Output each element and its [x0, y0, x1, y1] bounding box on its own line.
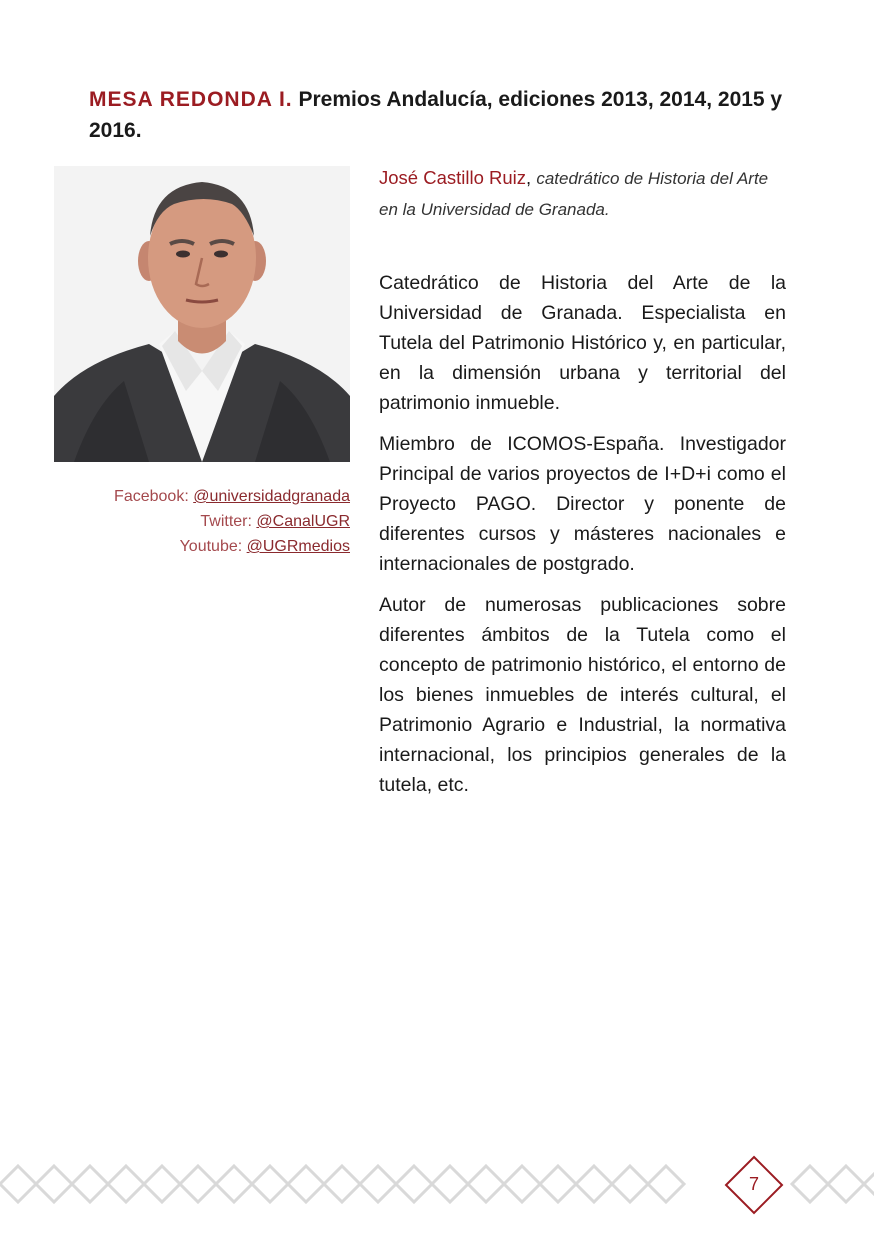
border-diamond — [216, 1166, 252, 1202]
bio-paragraph-1: Catedrático de Historia del Arte de la Universidad de Granada. Especialista en Tutela del Patrimonio Histórico y, en particular, en la dimensión urbana y territorial del patrimonio inmueble. — [379, 272, 786, 414]
speaker-portrait-illustration — [54, 166, 350, 462]
section-title: Premios Andalucía, ediciones 2013, 2014, 2015 y 2016. — [89, 88, 783, 142]
speaker-role: catedrático de Historia del Arte en la Universidad de Granada. — [379, 169, 769, 219]
border-diamond — [324, 1166, 360, 1202]
border-diamond — [648, 1166, 684, 1202]
section-heading — [89, 84, 789, 146]
border-diamond — [144, 1166, 180, 1202]
border-diamond — [180, 1166, 216, 1202]
border-diamond — [0, 1166, 36, 1202]
social-facebook-label: Facebook: — [114, 488, 194, 505]
speaker-heading — [379, 163, 786, 225]
border-diamond — [72, 1166, 108, 1202]
page-number: 7 — [748, 1174, 759, 1194]
border-diamond — [432, 1166, 468, 1202]
border-diamond — [540, 1166, 576, 1202]
border-diamond — [576, 1166, 612, 1202]
border-diamond — [36, 1166, 72, 1202]
border-diamond — [612, 1166, 648, 1202]
border-diamond — [252, 1166, 288, 1202]
social-facebook — [54, 484, 350, 509]
border-diamond — [504, 1166, 540, 1202]
border-diamond — [396, 1166, 432, 1202]
speaker-bio — [379, 163, 786, 800]
border-diamond — [360, 1166, 396, 1202]
border-diamond — [468, 1166, 504, 1202]
bio-paragraph-3: Autor de numerosas publicaciones sobre diferentes ámbitos de la Tutela como el concepto de patrimonio histórico, el entorno de los bienes inmuebles de interés cultural, el Patrimonio Agrario e Industrial, la normativa internacional, los principios generales de la tutela, etc. — [379, 594, 786, 796]
border-diamond — [792, 1166, 828, 1202]
speaker-name: José Castillo Ruiz — [379, 167, 527, 188]
social-links — [54, 484, 350, 559]
social-youtube — [54, 534, 350, 559]
social-twitter — [54, 509, 350, 534]
border-diamond — [108, 1166, 144, 1202]
speaker-photo — [54, 166, 350, 462]
border-diamond — [864, 1166, 874, 1202]
section-label: MESA REDONDA I. — [89, 88, 293, 111]
speaker-separator: , — [526, 167, 537, 188]
twitter-link[interactable]: @CanalUGR — [256, 513, 350, 530]
social-youtube-label: Youtube: — [179, 538, 247, 555]
youtube-link[interactable]: @UGRmedios — [246, 538, 350, 555]
border-diamond — [828, 1166, 864, 1202]
facebook-link[interactable]: @universidadgranada — [193, 488, 350, 505]
bio-paragraph-2: Miembro de ICOMOS-España. Investigador Principal de varios proyectos de I+D+i como el Proyecto PAGO. Director y ponente de diferentes cursos y másteres nacionales e internacionales de postgrado. — [379, 433, 786, 575]
border-diamond — [288, 1166, 324, 1202]
social-twitter-label: Twitter: — [200, 513, 257, 530]
